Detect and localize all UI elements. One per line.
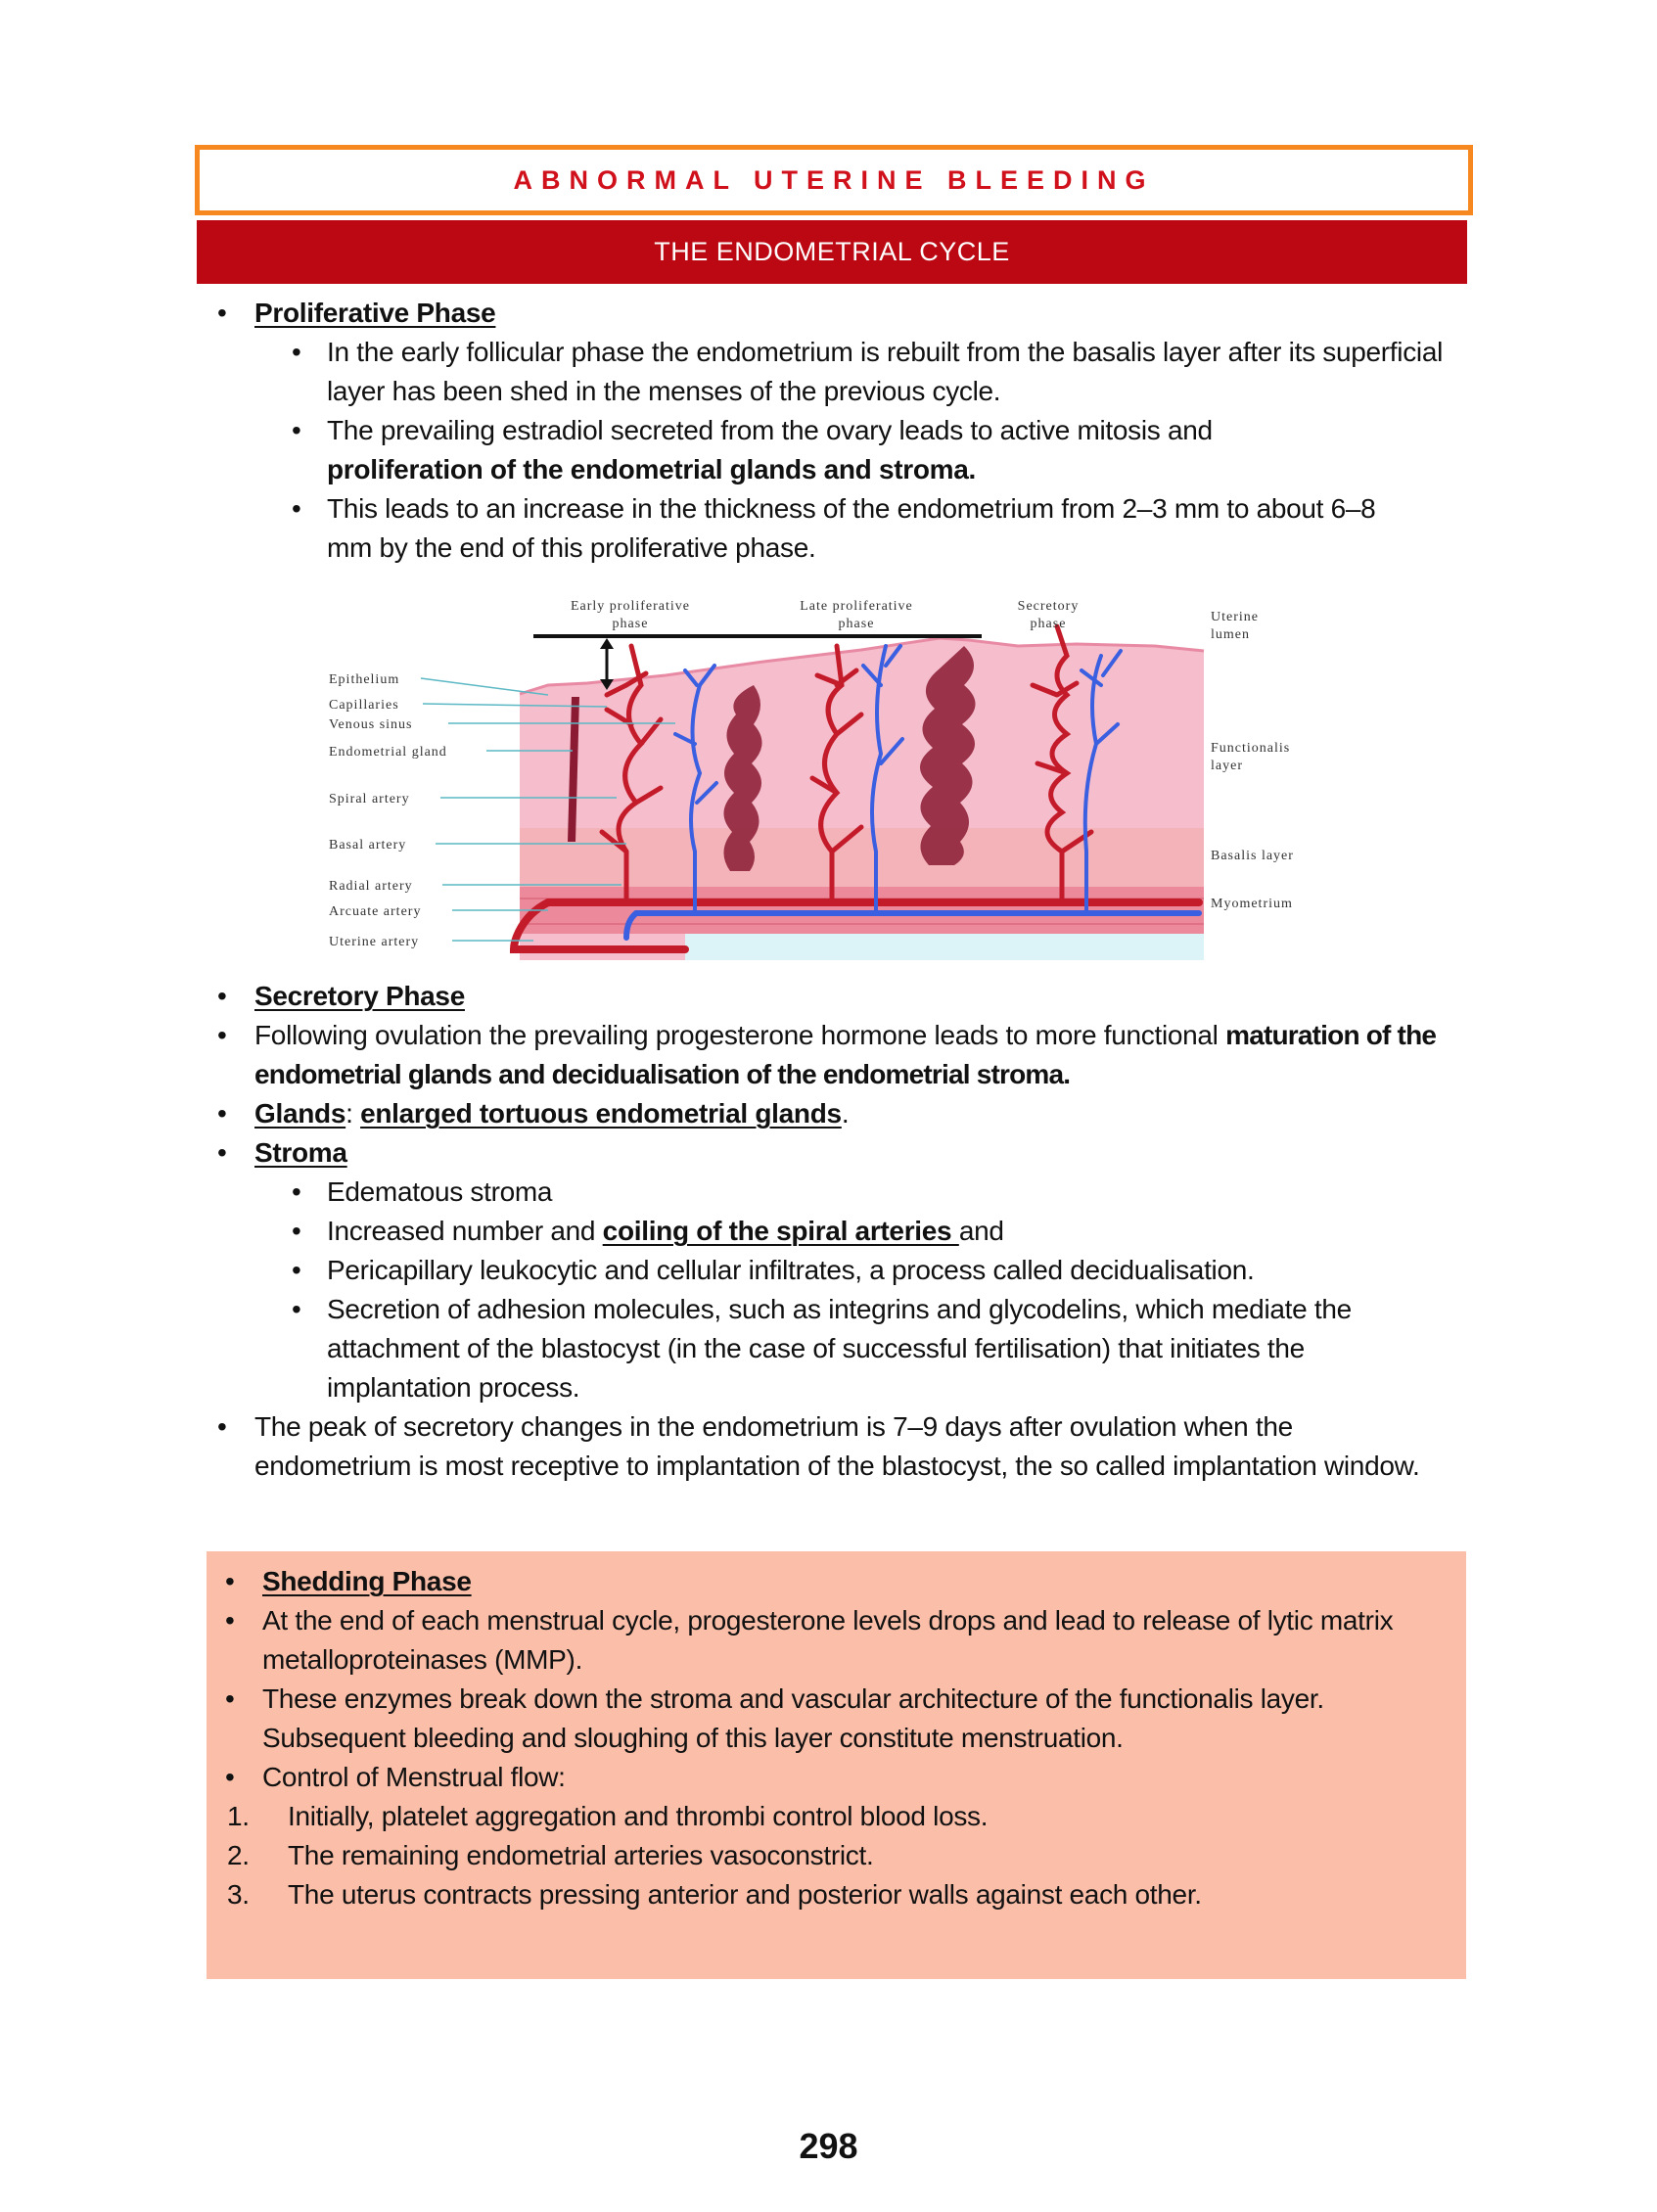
numbered-item <box>0 1875 1447 1914</box>
list-item <box>0 1601 1447 1680</box>
bullet: • <box>292 493 301 524</box>
label-uterine-lumen: lumen <box>1211 627 1250 642</box>
list-item <box>0 1680 1388 1758</box>
bullet: • <box>292 415 301 445</box>
item-number: 1. <box>227 1801 250 1831</box>
list-item <box>0 1133 1478 1173</box>
bullet: • <box>217 981 227 1011</box>
point-text-underlined: coiling of the spiral arteries <box>602 1216 959 1246</box>
point-text-bold: proliferation of the endometrial glands and stroma. <box>327 454 977 484</box>
bullet: • <box>225 1605 235 1636</box>
secretory-section <box>0 977 1478 1486</box>
label-spiral-artery: Spiral artery <box>329 792 410 806</box>
list-item <box>0 1094 1478 1133</box>
label-functionalis: Functionalis <box>1211 741 1291 756</box>
list-item <box>0 1758 1447 1797</box>
bullet: • <box>217 298 227 328</box>
list-item <box>0 1016 1478 1094</box>
glands-text: enlarged tortuous endometrial glands <box>360 1098 842 1129</box>
secretory-heading: Secretory Phase <box>254 981 465 1011</box>
item-number: 2. <box>227 1840 250 1870</box>
label-capillaries: Capillaries <box>329 698 399 713</box>
label-myometrium: Myometrium <box>1211 897 1293 911</box>
label-uterine-artery: Uterine artery <box>329 935 420 949</box>
label-radial-artery: Radial artery <box>329 879 413 894</box>
step-text: The uterus contracts pressing anterior and posterior walls against each other. <box>288 1879 1202 1910</box>
point-text: Increased number and <box>327 1216 603 1246</box>
period: . <box>841 1098 850 1129</box>
label-endometrial-gland: Endometrial gland <box>329 745 447 760</box>
numbered-item <box>0 1836 1447 1875</box>
section-title: THE ENDOMETRIAL CYCLE <box>654 237 1010 266</box>
point-text: Pericapillary leukocytic and cellular infiltrates, a process called decidualisation. <box>327 1255 1255 1285</box>
point-text: Secretion of adhesion molecules, such as integrins and glycodelins, which mediate the attachment of the blastocyst (in the case of successful fertilisation) that initiates the implantation process. <box>327 1294 1352 1403</box>
point-text: At the end of each menstrual cycle, progesterone levels drops and lead to release of lytic matrix metalloproteinases (MMP). <box>262 1605 1394 1675</box>
label-functionalis: layer <box>1211 759 1243 773</box>
point-text: These enzymes break down the stroma and vascular architecture of the functionalis layer. Subsequent bleeding and sloughing of this layer constitute menstruation. <box>262 1683 1324 1753</box>
phase-label: Early proliferative <box>570 599 691 614</box>
bullet: • <box>217 1098 227 1129</box>
phase-label: phase <box>1030 617 1067 631</box>
point-text: The peak of secretory changes in the endometrium is 7–9 days after ovulation when the endometrium is most receptive to implantation of the blastocyst, the so called implantation window. <box>254 1411 1420 1481</box>
point-text: and <box>958 1216 1004 1246</box>
phase-label: phase <box>838 617 875 631</box>
label-basalis: Basalis layer <box>1211 849 1294 863</box>
point-text-bold: maturation of the endometrial glands and decidualisation of the endometrial stroma. <box>254 1020 1437 1089</box>
label-epithelium: Epithelium <box>329 672 400 687</box>
label-uterine-lumen: Uterine <box>1211 610 1259 624</box>
point-text: This leads to an increase in the thickness of the endometrium from 2–3 mm to about 6–8 mm by the end of this proliferative phase. <box>327 493 1376 563</box>
bullet: • <box>292 1216 301 1246</box>
bullet: • <box>225 1762 235 1792</box>
phase-label: Secretory <box>1017 599 1080 614</box>
step-text: Initially, platelet aggregation and thrombi control blood loss. <box>288 1801 989 1831</box>
bullet: • <box>292 337 301 367</box>
right-labels <box>1211 610 1294 911</box>
point-text: In the early follicular phase the endometrium is rebuilt from the basalis layer after its superficial layer has been shed in the menses of the previous cycle. <box>327 337 1444 406</box>
shedding-heading: Shedding Phase <box>262 1566 472 1596</box>
bullet: • <box>225 1566 235 1596</box>
phase-label: phase <box>612 617 649 631</box>
chapter-title: ABNORMAL UTERINE BLEEDING <box>513 164 1155 195</box>
glands-label: Glands <box>254 1098 346 1129</box>
phase-labels <box>571 599 1079 631</box>
bullet: • <box>217 1137 227 1168</box>
bullet: • <box>217 1411 227 1442</box>
list-item <box>0 1212 1478 1251</box>
label-basal-artery: Basal artery <box>329 838 407 853</box>
point-text: Edematous stroma <box>327 1176 553 1207</box>
step-text: The remaining endometrial arteries vasoconstrict. <box>288 1840 874 1870</box>
separator: : <box>345 1098 361 1129</box>
phase-label: Late proliferative <box>800 599 913 614</box>
point-text: The prevailing estradiol secreted from the ovary leads to active mitosis and <box>327 415 1213 445</box>
numbered-item <box>0 1797 1447 1836</box>
label-venous-sinus: Venous sinus <box>329 717 413 732</box>
list-item <box>0 1173 1478 1212</box>
list-item <box>0 1290 1452 1407</box>
list-item <box>0 1251 1478 1290</box>
page-number: 298 <box>799 2126 858 2166</box>
shedding-section <box>0 1562 1447 1914</box>
bullet: • <box>225 1683 235 1714</box>
list-item <box>0 977 1478 1016</box>
item-number: 3. <box>227 1879 250 1910</box>
stroma-heading: Stroma <box>254 1137 347 1168</box>
list-item <box>0 1407 1429 1486</box>
proliferative-heading: Proliferative Phase <box>254 298 496 328</box>
label-arcuate-artery: Arcuate artery <box>329 904 422 919</box>
endometrial-cycle-diagram <box>0 0 1657 979</box>
bullet: • <box>292 1255 301 1285</box>
list-item <box>0 1562 1447 1601</box>
bullet: • <box>217 1020 227 1050</box>
point-text: Following ovulation the prevailing progesterone hormone leads to more functional <box>254 1020 1219 1050</box>
point-text: Control of Menstrual flow: <box>262 1762 566 1792</box>
bullet: • <box>292 1294 301 1324</box>
bullet: • <box>292 1176 301 1207</box>
